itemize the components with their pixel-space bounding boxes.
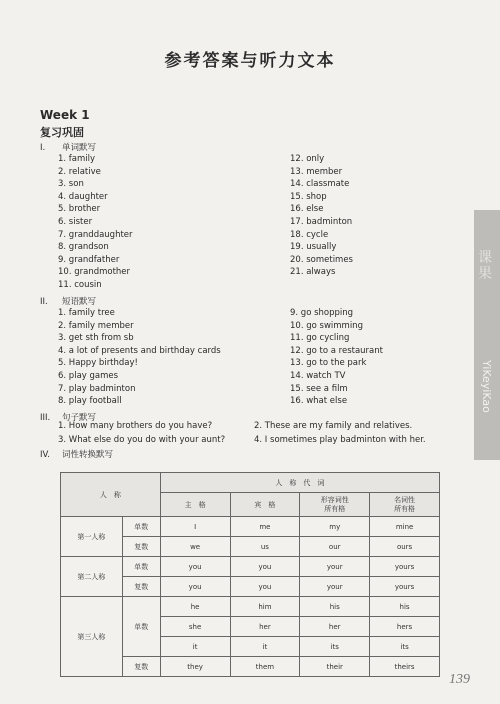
phrase-list-left <box>58 307 221 408</box>
table-cell: yours <box>370 557 440 577</box>
list-item: 6. play games <box>58 370 119 381</box>
subject-case-header: 主 格 <box>160 493 230 517</box>
section-number: III. <box>40 413 51 423</box>
table-cell: he <box>160 597 230 617</box>
section-label: 短语默写 <box>62 297 97 307</box>
list-item: 13. member <box>290 166 343 177</box>
table-cell: your <box>300 577 370 597</box>
list-item: 7. granddaughter <box>58 229 133 240</box>
list-item: 5. Happy birthday! <box>58 358 138 369</box>
table-cell: her <box>300 617 370 637</box>
list-item: 11. go cycling <box>290 333 350 344</box>
sentence-1: 1. How many brothers do you have? <box>58 421 213 431</box>
list-item: 1. family tree <box>58 308 115 318</box>
list-item: 7. play badminton <box>58 383 136 394</box>
table-cell: you <box>160 557 230 577</box>
list-item: 1. family <box>58 154 96 164</box>
list-item: 10. go swimming <box>290 320 363 331</box>
list-item: 11. cousin <box>58 279 102 290</box>
number-label: 单数 <box>122 517 160 537</box>
section-4-heading <box>40 448 113 460</box>
first-person-label: 第一人称 <box>61 517 123 557</box>
list-item: 15. shop <box>290 191 327 202</box>
page-title: 参考答案与听力文本 <box>164 51 336 71</box>
sentence-4: 4. I sometimes play badminton with her. <box>254 435 426 445</box>
table-cell: you <box>230 557 300 577</box>
table-cell: its <box>370 637 440 657</box>
person-header: 人 称 <box>61 473 161 517</box>
list-item: 13. go to the park <box>290 358 367 369</box>
section-2-heading <box>40 295 96 307</box>
phrase-list-right <box>290 307 383 408</box>
pronoun-header: 人 称 代 词 <box>160 473 439 493</box>
list-item: 6. sister <box>58 216 93 227</box>
sentence-2: 2. These are my family and relatives. <box>254 421 413 431</box>
week-heading: Week 1 <box>40 108 90 122</box>
number-label: 复数 <box>122 577 160 597</box>
word-list-left <box>58 153 133 292</box>
section-1-heading <box>40 141 96 153</box>
table-cell: its <box>300 637 370 657</box>
table-row <box>61 557 440 577</box>
table-cell: your <box>300 557 370 577</box>
page-number: 139 <box>449 672 470 687</box>
table-cell: we <box>160 537 230 557</box>
noun-possessive-header: 名词性 所有格 <box>370 493 440 517</box>
table-cell: they <box>160 657 230 677</box>
list-item: 5. brother <box>58 204 101 215</box>
table-cell: yours <box>370 577 440 597</box>
table-cell: ours <box>370 537 440 557</box>
list-item: 4. daughter <box>58 191 108 202</box>
section-label: 句子默写 <box>62 413 97 423</box>
review-subheading: 复习巩固 <box>40 126 84 139</box>
table-cell: them <box>230 657 300 677</box>
section-label: 单词默写 <box>62 143 97 153</box>
third-person-label: 第三人称 <box>61 597 123 677</box>
table-cell: her <box>230 617 300 637</box>
second-person-label: 第二人称 <box>61 557 123 597</box>
list-item: 21. always <box>290 267 336 278</box>
list-item: 14. watch TV <box>290 370 346 381</box>
list-item: 10. grandmother <box>58 267 131 278</box>
list-item: 19. usually <box>290 242 337 253</box>
pronoun-table <box>60 472 440 677</box>
table-cell: him <box>230 597 300 617</box>
section-number: I. <box>40 143 46 153</box>
number-label: 复数 <box>122 537 160 557</box>
word-list-right <box>290 153 353 279</box>
table-cell: it <box>230 637 300 657</box>
list-item: 8. grandson <box>58 242 109 253</box>
object-case-header: 宾 格 <box>230 493 300 517</box>
list-item: 3. get sth from sb <box>58 333 134 344</box>
side-tab <box>474 210 500 460</box>
list-item: 9. go shopping <box>290 308 354 318</box>
list-item: 2. relative <box>58 166 101 177</box>
table-cell: theirs <box>370 657 440 677</box>
table-cell: our <box>300 537 370 557</box>
list-item: 2. family member <box>58 320 134 331</box>
side-tab-vertical-text: YiKeyiKao <box>480 360 493 413</box>
number-label: 单数 <box>122 597 160 657</box>
table-cell: their <box>300 657 370 677</box>
list-item: 17. badminton <box>290 216 353 227</box>
list-item: 3. son <box>58 179 84 190</box>
table-cell: I <box>160 517 230 537</box>
table-cell: it <box>160 637 230 657</box>
table-row <box>61 597 440 617</box>
table-cell: mine <box>370 517 440 537</box>
table-row <box>61 517 440 537</box>
table-cell: she <box>160 617 230 637</box>
side-tab-label: 课果 <box>478 250 492 282</box>
table-cell: you <box>230 577 300 597</box>
list-item: 8. play football <box>58 396 122 407</box>
list-item: 9. grandfather <box>58 254 120 265</box>
section-number: II. <box>40 297 48 307</box>
list-item: 14. classmate <box>290 179 350 190</box>
table-cell: hers <box>370 617 440 637</box>
table-cell: his <box>370 597 440 617</box>
list-item: 16. else <box>290 204 324 215</box>
adj-possessive-header: 形容词性 所有格 <box>300 493 370 517</box>
table-cell: his <box>300 597 370 617</box>
list-item: 12. go to a restaurant <box>290 345 383 356</box>
table-cell: us <box>230 537 300 557</box>
list-item: 12. only <box>290 154 325 164</box>
table-cell: me <box>230 517 300 537</box>
list-item: 20. sometimes <box>290 254 353 265</box>
list-item: 4. a lot of presents and birthday cards <box>58 345 221 356</box>
number-label: 单数 <box>122 557 160 577</box>
section-label: 词性转换默写 <box>62 450 114 460</box>
table-cell: my <box>300 517 370 537</box>
number-label: 复数 <box>122 657 160 677</box>
list-item: 15. see a film <box>290 383 348 394</box>
table-cell: you <box>160 577 230 597</box>
sentence-3: 3. What else do you do with your aunt? <box>58 435 226 445</box>
section-number: IV. <box>40 450 50 460</box>
list-item: 16. what else <box>290 396 348 407</box>
list-item: 18. cycle <box>290 229 329 240</box>
